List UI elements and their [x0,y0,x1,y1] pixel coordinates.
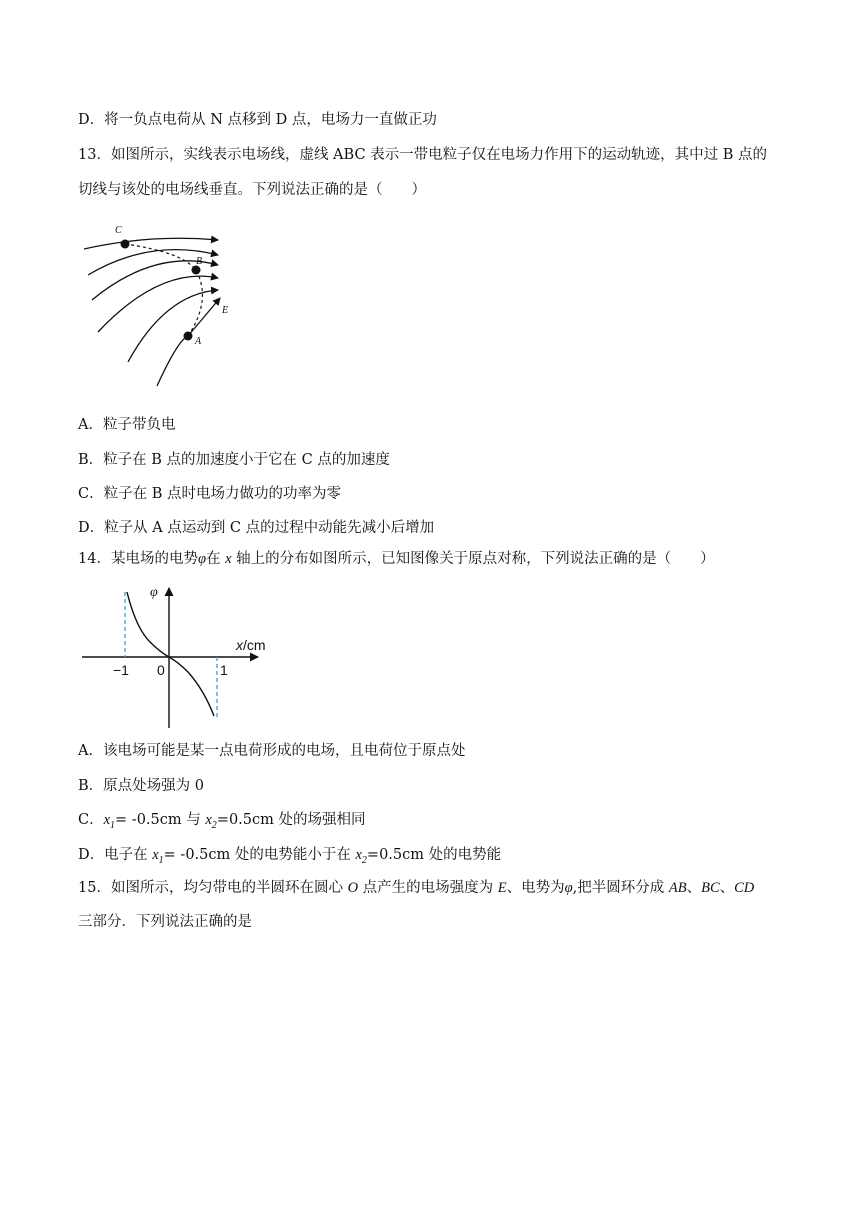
q13-option-c: C．粒子在 B 点时电场力做功的功率为零 [78,486,341,502]
q14-option-d: D．电子在 $x_1= -0.5cm$ 处的电势能小于在 $x_2=0.5cm$ 处的电势能 [78,847,502,866]
q14-option-c: C．$x_1= -0.5cm$ 与 $x_2=0.5cm$ 处的场强相同 [78,812,366,831]
q15-stem-line2: 三部分．下列说法正确的是 [78,914,252,930]
q13-option-a: A．粒子带负电 [78,417,176,433]
label-c: C [115,225,122,236]
label-b: B [196,256,203,267]
label-a: A [195,336,202,347]
q14-option-b: B．原点处场强为 0 [78,778,204,794]
q13-option-b: B．粒子在 B 点的加速度小于它在 C 点的加速度 [78,452,390,468]
y-axis-label: φ [150,585,158,600]
q14-stem: 14．某电场的电势φ在 x 轴上的分布如图所示，已知图像关于原点对称，下列说法正确的是（ ） [78,551,715,567]
x-axis-label: x/cm [236,637,266,653]
tick-0: 0 [157,662,165,678]
q14-option-a: A．该电场可能是某一点电荷形成的电场，且电荷位于原点处 [78,743,466,759]
q13-option-d: D．粒子从 A 点运动到 C 点的过程中动能先减小后增加 [78,520,435,536]
tick-neg1: −1 [113,662,129,678]
q13-stem-line1: 13．如图所示，实线表示电场线，虚线 ABC 表示一带电粒子仅在电场力作用下的运动轨迹，其中过 B 点的 [78,147,768,163]
q13-stem-line2: 切线与该处的电场线垂直。下列说法正确的是（ ） [78,182,426,198]
tick-1: 1 [220,662,228,678]
q15-stem-line1: 15．如图所示，均匀带电的半圆环在圆心 O 点产生的电场强度为 E、电势为φ,把半圆环分成 AB、BC、CD [78,880,755,896]
label-e: E [222,305,229,316]
potential-curve [127,592,214,716]
prev-option-d: D．将一负点电荷从 N 点移到 D 点，电场力一直做正功 [78,112,437,128]
